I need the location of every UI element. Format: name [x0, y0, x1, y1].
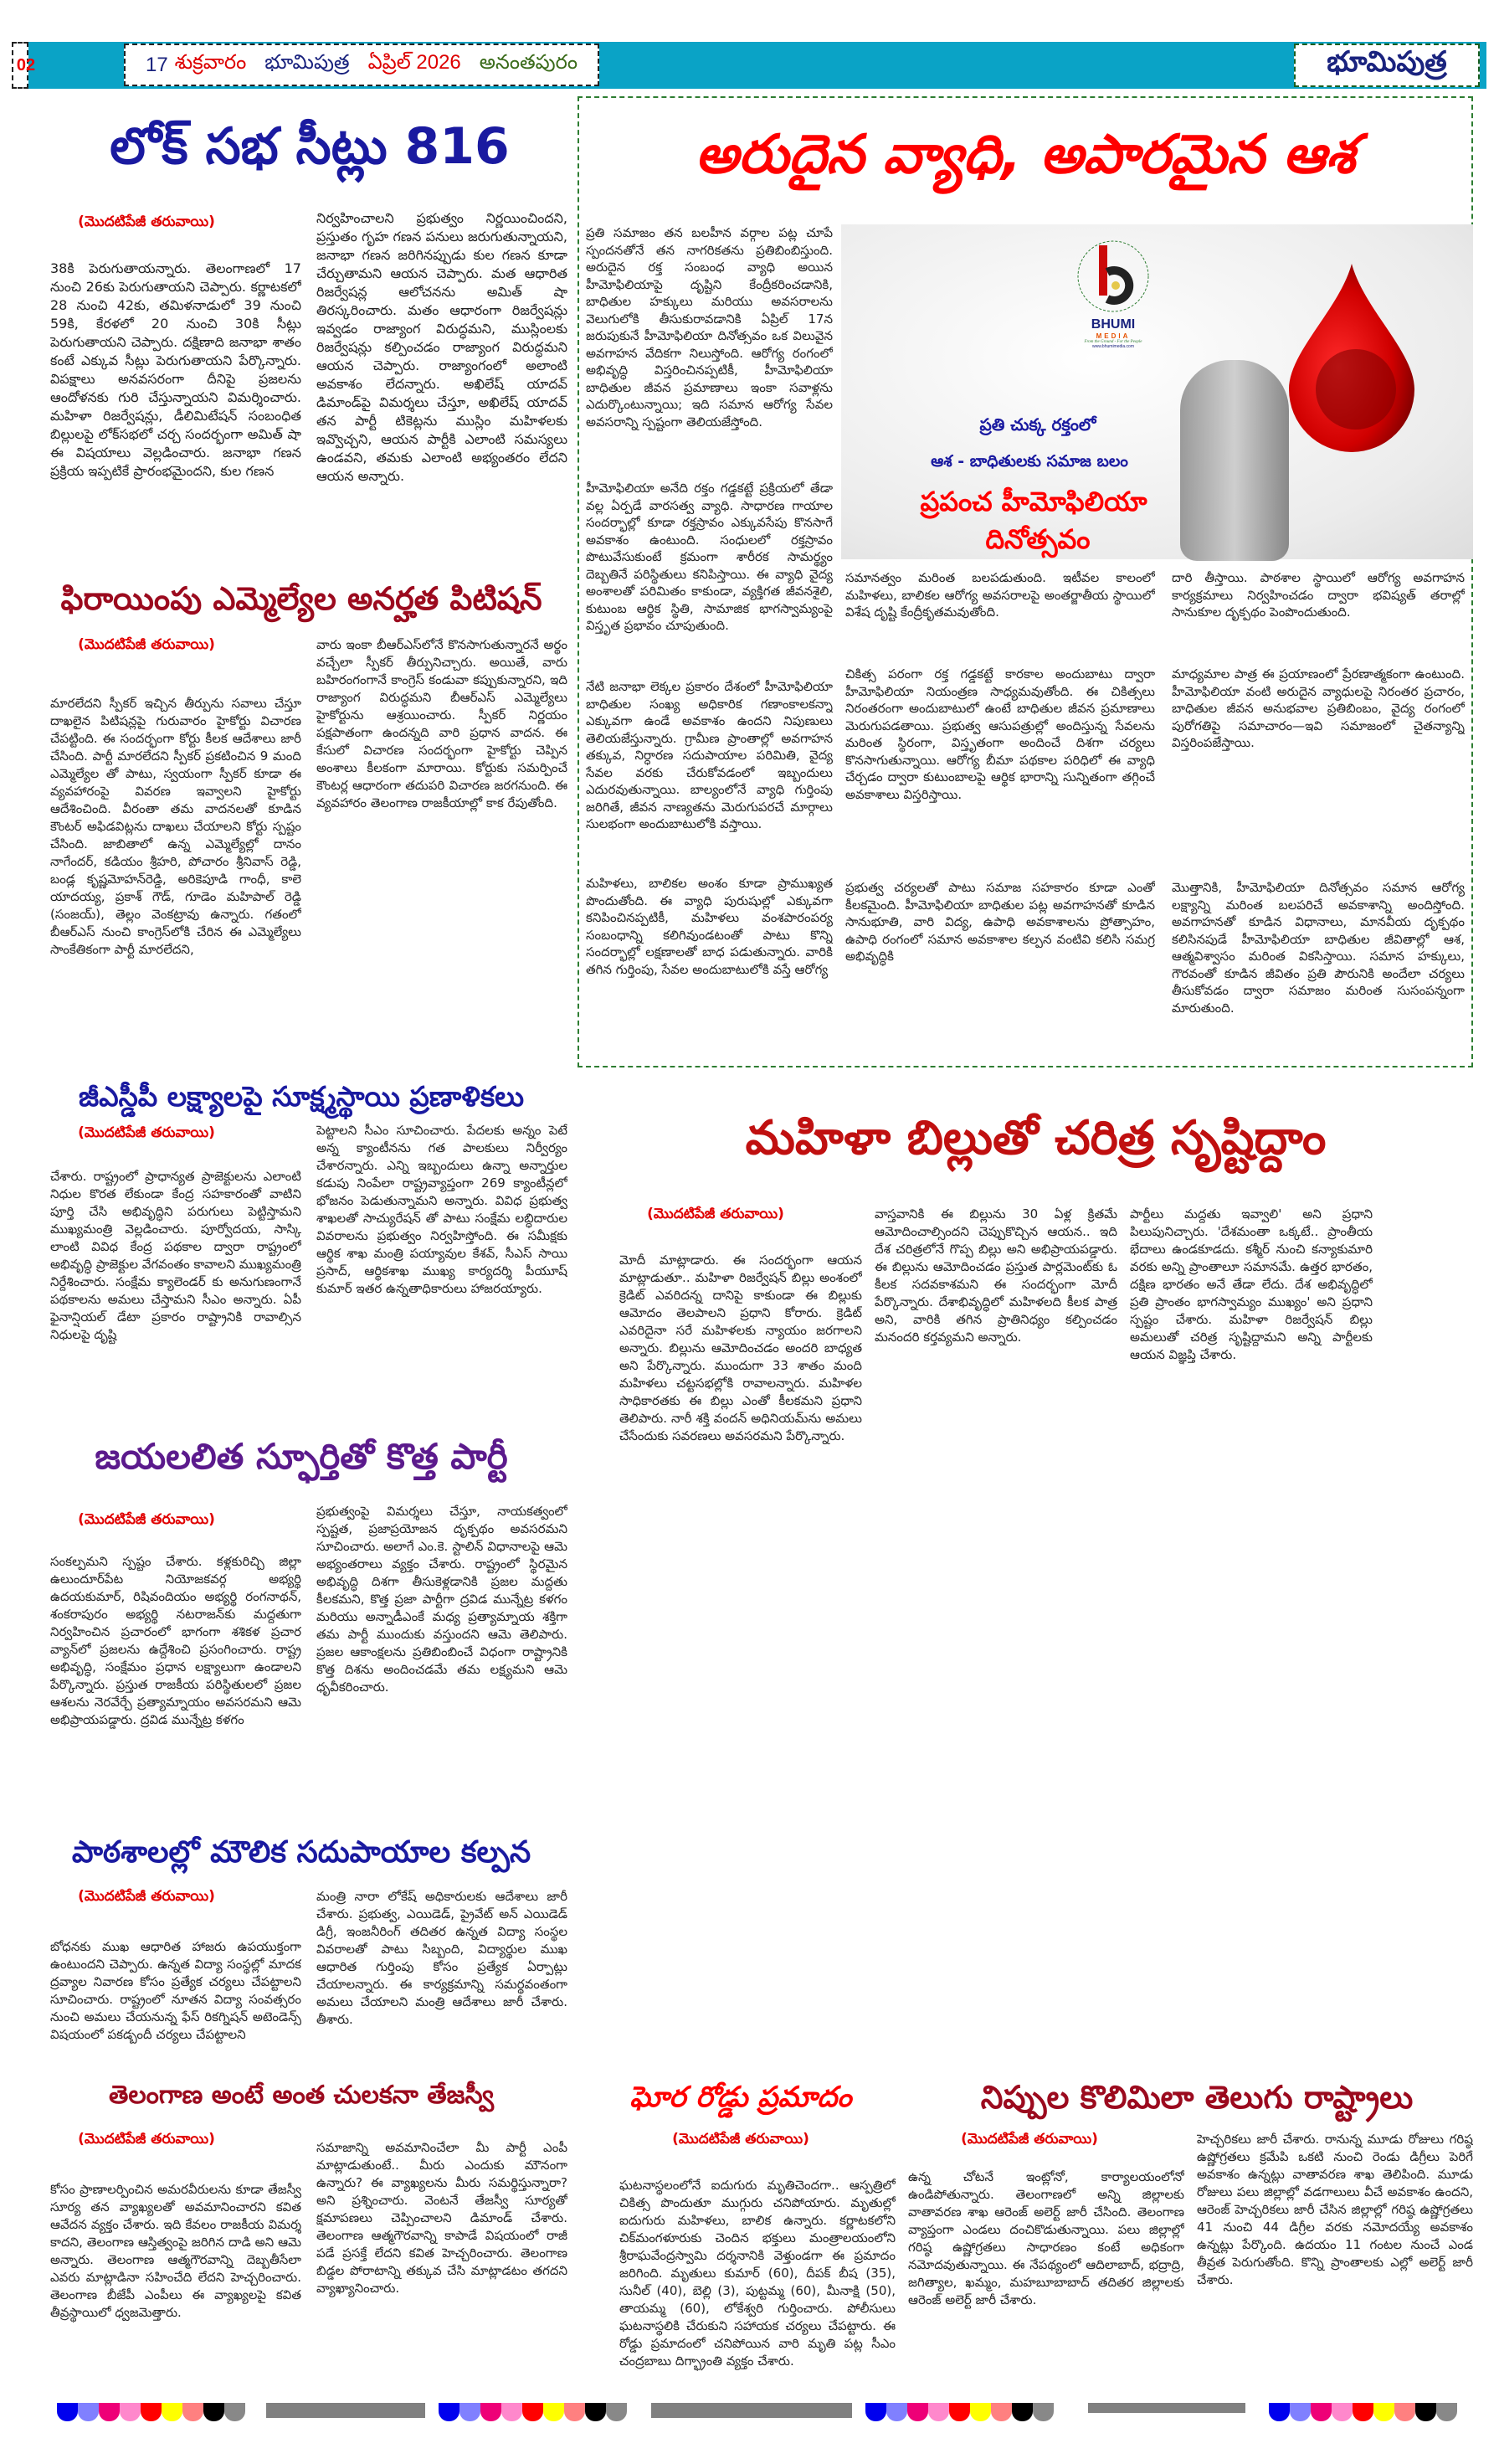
color-swatch — [928, 2403, 949, 2421]
color-swatch — [865, 2403, 886, 2421]
color-swatch — [1311, 2403, 1332, 2421]
dateline-paper: భూమిపుత్ర — [264, 51, 350, 74]
color-swatch — [162, 2403, 182, 2421]
heatwave-body-col2: హెచ్చరికలు జారీ చేశారు. రానున్న మూడు రోజులు గరిష్ఠ ఉష్ణోగ్రతలు క్రమేపి ఒకటి నుంచి రెండు డిగ్రీలు పెరిగే అవకాశం ఉన్నట్లు వాతావరణ శాఖ తెలిపింది. మూడు రోజులు పలు జిల్లాల్లో వడగాలులు వీచే అవకాశం ఉందని, ఆరెంజ్ హెచ్చరికలు జారీ చేసిన జిల్లాల్లో గరిష్ఠ ఉష్ణోగ్రతలు 41 నుంచి 44 డిగ్రీల వరకు నమోదయ్యే అవకాశం ఉన్నట్లు పేర్కొంది. ఉదయం 11 గంటల నుంచే ఎండ తీవ్రత పెరుగుతోంది. కొన్ని ప్రాంతాలకు ఎల్లో అలెర్ట్ జారీ చేశారు. — [1197, 2132, 1473, 2287]
color-swatch — [1012, 2403, 1033, 2421]
newspaper-logo — [1294, 44, 1480, 87]
logo-url: www.bhumimedia.com — [1091, 344, 1135, 349]
color-swatch — [606, 2403, 627, 2421]
page-number: 02 — [16, 55, 36, 75]
feature-col-mid-c: ప్రభుత్వ చర్యలతో పాటు సమాజ సహకారం కూడా ఎంతో కీలకమైంది. హీమోఫిలియా బాధితుల పట్ల అవగాహనతో కూడిన సానుభూతి, వారి విద్య, ఉపాధి అవకాశాలను ప్రోత్సాహం, ఉపాధి రంగంలో సమాన అవకాశాల కల్పన వంటివి కలిసి సమగ్ర అభివృద్ధికి — [845, 880, 1155, 964]
color-swatch — [1290, 2403, 1311, 2421]
color-swatch — [949, 2403, 970, 2421]
color-swatch — [439, 2403, 459, 2421]
color-swatch — [543, 2403, 564, 2421]
headline-defection: ఫిరాయింపు ఎమ్మెల్యేల అనర్హత పిటిషన్ — [60, 580, 542, 617]
article-body-col2: మంత్రి నారా లోకేష్ అధికారులకు ఆదేశాలు జారీ చేశారు. ప్రభుత్వ, ఎయిడెడ్, ప్రైవేట్ అన్ ఎయిడెడ్ డిగ్రీ, ఇంజనీరింగ్ తదితర ఉన్నత విద్యా సంస్థల వివరాలతో పాటు సిబ్బంది, విద్యార్థుల ముఖ ఆధారిత గుర్తింపు కోసం ప్రత్యేక ఏర్పాట్లు చేయాలన్నారు. ఈ కార్యక్రమాన్ని సమర్థవంతంగా అమలు చేయాలని మంత్రి ఆదేశాలు జారీ చేశారు. తీశారు. — [316, 1889, 567, 2027]
color-swatch — [203, 2403, 224, 2421]
color-swatch — [886, 2403, 907, 2421]
logo-brand: BHUMI — [1091, 317, 1136, 332]
feature-para3: నేటి జనాభా లెక్కల ప్రకారం దేశంలో హీమోఫిలియా బాధితుల సంఖ్య అధికారిక గణాంకాలకన్నా ఎక్కువగా ఉండే అవకాశం ఉందని నిపుణులు తెలియజేస్తున్నారు. గ్రామీణ ప్రాంతాల్లో అవగాహన తక్కువ, నిర్ధారణ సదుపాయాల పరిమితి, వైద్య సేవల వరకు చేరుకోవడంలో ఇబ్బందులు ఎదురవుతున్నాయి. బాల్యంలోనే వ్యాధి గుర్తింపు జరిగితే, జీవన నాణ్యతను మెరుగుపరచే మార్గాలు సులభంగా అందుబాటులోకి వస్తాయి. — [586, 679, 833, 831]
feature-col-right-c: మొత్తానికి, హీమోఫిలియా దినోత్సవం సమాన ఆరోగ్య లక్ష్యాన్ని మరింత బలపరిచే అవకాశాన్ని అందిస్తోంది. అవగాహనతో కూడిన విధానాలు, మానవీయ దృక్పథం కలిసినపుడే హీమోఫిలియా బాధితుల జీవితాల్లో ఆశ, ఆత్మవిశ్వాసం మరింత వికసిస్తాయి. సమాన హక్కులు, గౌరవంతో కూడిన జీవితం ప్రతి పౌరునికి అందేలా చర్యలు తీసుకోవడం ద్వారా సమాజం మరింత సుసంపన్నంగా మారుతుంది. — [1172, 880, 1465, 1016]
footer-strip — [0, 2403, 1499, 2420]
article-body-col1: మోదీ మాట్లాడారు. ఈ సందర్భంగా ఆయన మాట్లాడుతూ.. మహిళా రిజర్వేషన్ బిల్లు అంశంలో క్రెడిట్ ఎవరిదన్న దానిపై కాకుండా ఈ బిల్లుకు ఆమోదం తెలపాలని ప్రధాని కోరారు. క్రెడిట్ ఎవరిదైనా సరే మహిళలకు న్యాయం జరగాలని అన్నారు. బిల్లును ఆమోదించడం అందరి బాధ్యత అని పేర్కొన్నారు. ముందుగా 33 శాతం మంది మహిళలు చట్టసభల్లోకి రావాలన్నారు. మహిళల సాధికారతకు ఈ బిల్లు ఎంతో కీలకమని ప్రధాని తెలిపారు. నారీ శక్తి వందన్ అధినియమ్‌ను అమలు చేసేందుకు సవరణలు అవసరమని పేర్కొన్నారు. — [619, 1253, 862, 1443]
color-swatch — [224, 2403, 245, 2421]
headline-lok-sabha: లోక్ సభ సీట్లు 816 — [110, 117, 510, 176]
color-swatch — [1269, 2403, 1290, 2421]
newspaper-logo-text: భూమిపుత్ర — [1327, 45, 1447, 79]
color-swatch — [1353, 2403, 1373, 2421]
color-swatch — [1033, 2403, 1054, 2421]
headline-women-bill: మహిళా బిల్లుతో చరిత్ర సృష్టిద్దాం — [745, 1111, 1327, 1165]
article-body-col1: మారలేదని స్పీకర్ ఇచ్చిన తీర్పును సవాలు చేస్తూ దాఖలైన పిటిషన్లపై గురువారం హైకోర్టు విచారణ చేపట్టింది. ఈ సందర్భంగా కోర్టు కీలక ఆదేశాలు జారీ చేసింది. పార్టీ మారలేదని స్పీకర్ ప్రకటించిన 9 మంది ఎమ్మెల్యేల తో పాటు, స్వయంగా స్పీకర్ కూడా ఈ వ్యవహారంపై వివరణ ఇవ్వాలని హైకోర్టు ఆదేశించింది. వీరంతా తమ వాదనలతో కూడిన కౌంటర్ అఫిడవిట్లను దాఖలు చేయాలని కోర్టు స్పష్టం చేసింది. జాబితాలో ఉన్న ఎమ్మెల్యేల్లో దానం నాగేందర్, కడియం శ్రీహరి, పోచారం శ్రీనివాస్ రెడ్డి, బండ్ల కృష్ణమోహన్‌రెడ్డి, అరికెపూడి గాంధీ, కాలె యాదయ్య, ప్రకాశ్ గౌడ్, గూడెం మహిపాల్ రెడ్డి (సంజయ్), తెల్లం వెంకట్రావు ఉన్నారు. గతంలో బీఆర్ఎస్ నుంచి కాంగ్రెస్‌లోకి చేరిన ఈ ఎమ్మెల్యేలు సాంకేతికంగా పార్టీ మారలేదని, — [50, 696, 301, 957]
article-body-col1: 38కి పెరుగుతాయన్నారు. తెలంగాణలో 17 నుంచి 26కు పెరుగుతాయని చెప్పారు. కర్ణాటకలో 28 నుంచి 42కు, తమిళనాడులో 39 నుంచి 59కి, కేరళలో 20 నుంచి 30కి సీట్లు పెరుగుతాయని చెప్పారు. దక్షిణాది జనాభా శాతం కంటే ఎక్కువ సీట్లు పెరుగుతాయని పేర్కొన్నారు. విపక్షాలు అనవసరంగా దీనిపై ప్రజలను ఆందోళనకు గురి చేస్తున్నాయని విమర్శించారు. మహిళా రిజర్వేషన్లు, డీలిమిటేషన్ సంబంధిత బిల్లులపై లోక్‌సభలో చర్చ సందర్భంగా అమిత్ షా ఈ విషయాలు వెల్లడించారు. జనాభా గణన ప్రక్రియ ఇప్పటికే ప్రారంభమైందని, కుల గణన — [50, 260, 301, 479]
feature-para2: హీమోఫిలియా అనేది రక్తం గడ్డకట్టే ప్రక్రియలో తేడా వల్ల ఏర్పడే వారసత్వ వ్యాధి. సాధారణ గాయాల సందర్భాల్లో కూడా రక్తస్రావం ఎక్కువసేపు కొనసాగే అవకాశం ఉంటుంది. సంధులలో రక్తస్రావం పొటువేసుకుంటే క్రమంగా శారీరక సామర్థ్యం దెబ్బతినే పరిస్థితులు కనిపిస్తాయి. ఈ వ్యాధి వైద్య అంశాలతో పరిమితం కాకుండా, వ్యక్తిగత జీవనశైలి, కుటుంబ ఆర్థిక స్థితి, సామాజిక భాగస్వామ్యంపై విస్తృత ప్రభావం చూపుతుంది. — [586, 481, 833, 633]
color-swatch-strip — [57, 2403, 245, 2421]
color-swatch — [1332, 2403, 1353, 2421]
color-swatch — [78, 2403, 99, 2421]
color-swatch — [564, 2403, 585, 2421]
article-body-col2: వారు ఇంకా బీఆర్ఎస్‌లోనే కొనసాగుతున్నారనే అర్థం వచ్చేలా స్పీకర్ తీర్పునిచ్చారు. అయితే, వారు బహిరంగంగానే కాంగ్రెస్ కండువా కప్పుకున్నారని, ఇది రాజ్యాంగ విరుద్ధమని బీఆర్ఎస్ ఎమ్మెల్యేలు హైకోర్టును ఆశ్రయించారు. స్పీకర్ నిర్ణయం పక్షపాతంగా ఉందన్నది వారి ప్రధాన వాదన. ఈ కేసులో విచారణ సందర్భంగా హైకోర్టు చెప్పిన అంశాలు కీలకంగా మారాయి. కోర్టుకు సమర్పించే కౌంటర్ల ఆధారంగా తదుపరి విచారణ జరగనుంది. ఈ వ్యవహారం తెలంగాణ రాజకీయాల్లో కాక రేపుతోంది. — [316, 637, 567, 810]
color-swatch — [1436, 2403, 1457, 2421]
color-swatch-strip — [1269, 2403, 1457, 2421]
bhumi-b-icon — [1075, 239, 1151, 314]
color-swatch — [480, 2403, 501, 2421]
heatwave-body-col1: ఉన్న చోటనే ఇంట్లోనో, కార్యాలయంలోనో ఉండిపోతున్నారు. తెలంగాణలో అన్ని జిల్లాలకు వాతావరణ శాఖ ఆరెంజ్ అలెర్ట్ జారీ చేసింది. తెలంగాణ వ్యాప్తంగా ఎండలు దంచికొడుతున్నాయి. పలు జిల్లాల్లో గరిష్ఠ ఉష్ణోగ్రతలు సాధారణం కంటే అధికంగా నమోదవుతున్నాయి. ఈ నేపథ్యంలో ఆదిలాబాద్, భద్రాద్రి, జగిత్యాల, ఖమ్మం, మహబూబాబాద్ తదితర జిల్లాలకు ఆరెంజ్ అలెర్ట్ జారీ చేశారు. — [908, 2169, 1184, 2307]
article-body-col1: చేశారు. రాష్ట్రంలో ప్రాధాన్యత ప్రాజెక్టులను ఎలాంటి నిధుల కొరత లేకుండా కేంద్ర సహకారంతో వాటిని పూర్తి చేసి అభివృద్ధిని పరుగులు పెట్టిస్తామని ముఖ్యమంత్రి వెల్లడించారు. పూర్వోదయ, సాస్కి లాంటి వివిధ కేంద్ర పథకాల ద్వారా రాష్ట్రంలో అభివృద్ధి ప్రాజెక్టుల వేగవంతం కావాలని ముఖ్యమంత్రి నిర్దేశించారు. సంక్షేమ క్యాలెండర్ కు అనుగుణంగానే పథకాలను అమలు చేస్తామని సీఎం అన్నారు. ఏపీ ఫైనాన్షియల్ డేటా ప్రకారం రాష్ట్రానికి రావాల్సిన నిధులపై దృష్టి — [50, 1169, 301, 1342]
color-swatch — [182, 2403, 203, 2421]
color-swatch — [120, 2403, 141, 2421]
color-swatch — [585, 2403, 606, 2421]
article-body-col1: సంకల్పమని స్పష్టం చేశారు. కళ్లకురిచ్చి జిల్లా ఉలుందూర్‌పేట నియోజకవర్గ అభ్యర్థి ఉదయకుమార్, రిషివందియం అభ్యర్థి రంగనాథన్, శంకరాపురం అభ్యర్థి నటరాజన్‌కు మద్దతుగా నిర్వహించిన ప్రచారంలో భాగంగా శశికళ ప్రచార వ్యాన్‌లో ప్రజలను ఉద్దేశించి ప్రసంగించారు. రాష్ట్ర అభివృద్ధి, సంక్షేమం ప్రధాన లక్ష్యాలుగా ఉండాలని పేర్కొన్నారు. ప్రస్తుత రాజకీయ పరిస్థితులలో ప్రజల ఆశలను నెరవేర్చే ప్రత్యామ్నాయం అవసరమని ఆమె అభిప్రాయపడ్డారు. ద్రవిడ మున్నేట్ర కళగం — [50, 1554, 301, 1727]
color-swatch-strip — [865, 2403, 1054, 2421]
article-body-col2: ప్రభుత్వంపై విమర్శలు చేస్తూ, నాయకత్వంలో స్పష్టత, ప్రజాప్రయోజన దృక్పథం అవసరమని సూచించారు. అలాగే ఎం.కె. స్టాలిన్ విధానాలపై ఆమె అభ్యంతరాలు వ్యక్తం చేశారు. రాష్ట్రంలో స్థిరమైన అభివృద్ధి దిశగా తీసుకెళ్లడానికి ప్రజల మద్దతు కీలకమని, కొత్త ప్రజా పార్టీగా ద్రవిడ మున్నేట్ర కళగం మరియు అన్నాడీఎంకే మధ్య ప్రత్యామ్నాయ శక్తిగా తమ పార్టీ ముందుకు వస్తుందని ఆమె తెలిపారు. ప్రజల ఆకాంక్షలను ప్రతిబింబించే విధంగా రాష్ట్రానికి కొత్త దిశను అందించడమే తమ లక్ష్యమని ఆమె ధృవీకరించారు. — [316, 1504, 567, 1695]
continued-label: (మొదటిపేజీ తరువాయి) — [78, 1511, 215, 1528]
poster-line2: ఆశ - బాధితులకు సమాజ బలం — [931, 452, 1128, 471]
article-body-col3: పార్టీలు మద్దతు ఇవ్వాలి' అని ప్రధాని పిలుపునిచ్చారు. 'దేశమంతా ఒక్కటే.. ప్రాంతీయ భేదాలు ఉండకూడదు. కశ్మీర్ నుంచి కన్యాకుమారి వరకు అన్ని ప్రాంతాలూ సమానమే. ఉత్తర భారతం, దక్షిణ భారతం అనే తేడా లేదు. దేశ అభివృద్ధిలో ప్రతి ప్రాంతం భాగస్వామ్యం ముఖ్యం' అని ప్రధాని స్పష్టం చేశారు. మహిళా రిజర్వేషన్ బిల్లు అమలుతో చరిత్ర సృష్టిద్దామని అన్ని పార్టీలకు ఆయన విజ్ఞప్తి చేశారు. — [1130, 1206, 1373, 1362]
article-body-col1: కోసం ప్రాణాలర్పించిన అమరవీరులను కూడా తేజస్వీ సూర్య తన వ్యాఖ్యలతో అవమానించారని కవిత ఆవేదన వ్యక్తం చేశారు. ఇది కేవలం రాజకీయ విమర్శ కాదని, తెలంగాణ ఆస్తిత్వంపై జరిగిన దాడి అని ఆమె అన్నారు. తెలంగాణ ఆత్మగౌరవాన్ని దెబ్బతీసేలా ఎవరు మాట్లాడినా సహించేది లేదని హెచ్చరించారు. తెలంగాణ బీజేపీ ఎంపీలు ఈ వ్యాఖ్యలపై కవిత తీవ్రస్థాయిలో ధ్వజమెత్తారు. — [50, 2182, 301, 2320]
logo-sub: MEDIA — [1096, 332, 1131, 340]
page-number-box-bg — [12, 42, 28, 89]
continued-label: (మొదటిపేజీ తరువాయి) — [672, 2131, 809, 2148]
headline-jayalalitha: జయలలిత స్ఫూర్తితో కొత్త పార్టీ — [95, 1436, 508, 1477]
feature-col-mid-a: సమానత్వం మరింత బలపడుతుంది. ఇటీవల కాలంలో మహిళలు, బాలికల ఆరోగ్య అవసరాలపై అంతర్జాతీయ స్థాయిలో విశేష దృష్టి కేంద్రీకృతమవుతోంది. — [845, 570, 1155, 620]
blood-drop-icon — [1285, 260, 1419, 452]
article-body-col2: పెట్టాలని సీఎం సూచించారు. పేదలకు అన్నం పెటే అన్న క్యాంటీనను గత పాలకులు నిర్వీర్యం చేశారన్నారు. ఎన్ని ఇబ్బందులు ఉన్నా అన్నార్తుల కడుపు నింపేలా రాష్ట్రవ్యాప్తంగా 269 క్యాంటీన్లలో భోజనం పెడుతున్నామని అన్నారు. వివిధ ప్రభుత్వ శాఖలతో సాచ్యురేషన్ తో పాటు సంక్షేమ లబ్ధిదారుల వివరాలను ప్రభుత్వం నిర్వహిస్తోంది. ఈ సమీక్షకు ఆర్థిక శాఖ మంత్రి పయ్యావుల కేశవ్, సీఎస్ సాయి ప్రసాద్, ఆర్థికశాఖ ముఖ్య కార్యదర్శి పీయూష్ కుమార్ ఇతర ఉన్నతాధికారులు హాజరయ్యారు. — [316, 1123, 567, 1296]
feature-headline: అరుదైన వ్యాధి, అపారమైన ఆశ — [695, 124, 1356, 186]
feature-col-right-a: దారి తీస్తాయి. పాఠశాల స్థాయిలో ఆరోగ్య అవగాహన కార్యక్రమాలు నిర్వహించడం ద్వారా భవిష్యత్ తరాల్లో సానుకూల దృక్పథం పెంపొందుతుంది. — [1172, 570, 1465, 620]
color-swatch — [1415, 2403, 1436, 2421]
color-swatch — [970, 2403, 991, 2421]
color-swatch — [1373, 2403, 1394, 2421]
feature-col-mid-b: చికిత్స పరంగా రక్త గడ్డకట్టే కారకాల అందుబాటు ద్వారా హీమోఫిలియా నియంత్రణ సాధ్యమవుతోంది. ఈ చికిత్సలు నిరంతరంగా అందుబాటులో ఉంటే బాధితుల జీవన ప్రమాణాలు మెరుగుపడతాయి. ప్రభుత్వ ఆసుపత్రుల్లో అందిస్తున్న సేవలను మరింత స్థిరంగా, విస్తృతంగా అందించే దిశగా చర్యలు కొనసాగుతున్నాయి. ఆరోగ్య బీమా పథకాల పరిధిలో ఈ వ్యాధి చేర్చడం ద్వారా కుటుంబాలపై ఆర్థిక భారాన్ని సున్నితంగా తగ్గించే అవకాశాలు విస్తరిస్తాయి. — [845, 666, 1155, 802]
hand-illustration — [1180, 360, 1289, 561]
color-swatch — [141, 2403, 162, 2421]
color-swatch — [991, 2403, 1012, 2421]
article-body-col2: నిర్వహించాలని ప్రభుత్వం నిర్ణయించిందని, ప్రస్తుతం గృహ గణన పనులు జరుగుతున్నాయని, జనాభా గణన జరిగినప్పుడు కుల గణన కూడా చేర్చుతామని ఆయన చెప్పారు. మత ఆధారిత రిజర్వేషన్ల ఆలోచనను అమిత్ షా తిరస్కరించారు. మతం ఆధారంగా రిజర్వేషన్లు ఇవ్వడం రాజ్యాంగ విరుద్ధమని, ముస్లింలకు రిజర్వేషన్లు కల్పించడం రాజ్యాంగ విరుద్ధమని ఆయన చెప్పారు. రాజ్యాంగంలో అలాంటి అవకాశం లేదన్నారు. అఖిలేష్ యాదవ్ డిమాండ్‌పై విమర్శలు చేస్తూ, అఖిలేష్ యాదవ్ తన పార్టీ టికెట్లను ముస్లిం మహిళలకు ఇవ్వొచ్చని, ఆయన పార్టీకి ఎలాంటి సమస్యలు ఉండవని, తమకు ఎలాంటి అభ్యంతరం లేదని ఆయన అన్నారు. — [316, 210, 567, 484]
article-body-col1: బోధనకు ముఖ ఆధారిత హాజరు ఉపయుక్తంగా ఉంటుందని చెప్పారు. ఉన్నత విద్యా సంస్థల్లో మాదక ద్రవ్యాల నివారణ కోసం ప్రత్యేక చర్యలు చేపట్టాలని సూచించారు. రాష్ట్రంలో నూతన విద్యా సంవత్సరం నుంచి అమలు చేయనున్న ఫేస్ రికగ్నిషన్ అటెండెన్స్ విషయంలో పకడ్బందీ చర్యలు చేపట్టాలని — [50, 1939, 301, 2042]
color-swatch — [907, 2403, 928, 2421]
feature-intro: ప్రతి సమాజం తన బలహీన వర్గాల పట్ల చూపే స్పందనతోనే తన నాగరికతను ప్రతిబింబిస్తుంది. అరుదైన రక్త సంబంధ వ్యాధి అయిన హీమోఫిలియాపై దృష్టిని కేంద్రీకరించడానికి, బాధితుల హక్కులు మరియు అవసరాలను వెలుగులోకి తీసుకురావడానికి ఏప్రిల్ 17న జరుపుకునే హీమోఫిలియా దినోత్సవం ఒక విలువైన అవగాహన వేదికగా నిలుస్తోంది. ఆరోగ్య రంగంలో అభివృద్ధి విస్తరించినప్పటికీ, హీమోఫిలియా బాధితుల జీవన ప్రమాణాలు ఇంకా సవాళ్లను ఎదుర్కొంటున్నాయి; ఇది సమాన ఆరోగ్య సేవల అవసరాన్ని స్పష్టంగా తెలియజేస్తోంది. — [586, 225, 833, 430]
color-swatch — [99, 2403, 120, 2421]
continued-label: (మొదటిపేజీ తరువాయి) — [961, 2131, 1098, 2148]
dateline-month-year: ఏప్రిల్ 2026 — [367, 51, 461, 74]
dateline-day: 17 — [145, 53, 168, 76]
footer-grey-bar — [1088, 2403, 1245, 2413]
headline-road-accident: ఘోర రోడ్డు ప్రమాదం — [629, 2081, 852, 2114]
continued-label: (మొదటిపేజీ తరువాయి) — [78, 2131, 215, 2148]
article-body-col2: సమాజాన్ని అవమానించేలా మీ పార్టీ ఎంపీ మాట్లాడుతుంటే.. మీరు ఎందుకు మౌనంగా ఉన్నారు? ఈ వ్యాఖ్యలను మీరు సమర్థిస్తున్నారా? అని ప్రశ్నించారు. వెంటనే తేజస్వీ సూర్యతో క్షమాపణలు చెప్పించాలని డిమాండ్ చేశారు. తెలంగాణ ఆత్మగౌరవాన్ని కాపాడే విషయంలో రాజీ పడే ప్రసక్తే లేదని కవిత హెచ్చరించారు. తెలంగాణ బిడ్డల పోరాటాన్ని తక్కువ చేసి మాట్లాడటం తగదని వ్యాఖ్యానించారు. — [316, 2140, 567, 2296]
color-swatch-strip — [439, 2403, 627, 2421]
logo-tagline: From the Ground - For the People — [1084, 340, 1142, 344]
feature-col-right-b: మాధ్యమాల పాత్ర ఈ ప్రయాణంలో ప్రేరణాత్మకంగా ఉంటుంది. హీమోఫిలియా వంటి అరుదైన వ్యాధులపై నిరంతర ప్రచారం, బాధితుల జీవన అనుభవాల ప్రతిబింబం, వైద్య రంగంలో పురోగతిపై సమాచారం—ఇవి సమాజంలో చైతన్యాన్ని విస్తరింపజేస్తాయి. — [1172, 666, 1465, 750]
continued-label: (మొదటిపేజీ తరువాయి) — [78, 213, 215, 230]
feature-para4: మహిళలు, బాలికల అంశం కూడా ప్రాముఖ్యత పొందుతోంది. ఈ వ్యాధి పురుషుల్లో ఎక్కువగా కనిపించినప్పటికీ, మహిళలు వంశపారంపర్య సంబంధాన్ని కలిగివుండటంతో పాటు కొన్ని సందర్భాల్లో లక్షణాలతో బాధ పడుతున్నారు. వారికి తగిన గుర్తింపు, సేవల అందుబాటులోకి వస్తే ఆరోగ్య — [586, 876, 833, 977]
color-swatch — [459, 2403, 480, 2421]
color-swatch — [501, 2403, 522, 2421]
headline-gsdp: జీఎస్డీపీ లక్ష్యాలపై సూక్ష్మస్థాయి ప్రణాళికలు — [78, 1080, 524, 1113]
road-accident-body: ఘటనాస్థలంలోనే ఐదుగురు మృతిచెందగా.. ఆస్పత్రిలో చికిత్స పొందుతూ ముగ్గురు చనిపోయారు. మృతుల్లో ఐదుగురు మహిళలు, బాలిక ఉన్నారు. కర్ణాటకలోని చిక్‌మంగళూరుకు చెందిన భక్తులు మంత్రాలయంలోని శ్రీరాఘవేంద్రస్వామి దర్శనానికి వెళ్తుండగా ఈ ప్రమాదం జరిగింది. మృతులు కుమార్ (60), దీపక్ బీష (35), సునీల్ (40), బెల్లి (3), పుట్టమ్మ (60), మీనాక్షి (50), తాయమ్మ (60), లోకేశ్వరి గుర్తించారు. పోలీసులు ఘటనాస్థలికి చేరుకుని సహాయక చర్యలు చేపట్టారు. ఈ రోడ్డు ప్రమాదంలో చనిపోయిన వారి మృతి పట్ల సీఎం చంద్రబాబు దిగ్భ్రాంతి వ్యక్తం చేశారు. — [619, 2178, 896, 2369]
article-body-col2: వాస్తవానికి ఈ బిల్లును 30 ఏళ్ల క్రితమే ఆమోదించాల్సిందని చెప్పుకొచ్చిన ఆయన.. ఇది దేశ చరిత్రలోనే గొప్ప బిల్లు అని అభిప్రాయపడ్డారు. ఈ బిల్లును ఆమోదించడం ప్రస్తుత పార్లమెంట్‌కు ఓ కీలక సదవకాశమని ఈ సందర్భంగా మోదీ పేర్కొన్నారు. దేశాభివృద్ధిలో మహిళలది కీలక పాత్ర అని, వారికి తగిన ప్రాతినిధ్యం కల్పించడం మనందరి కర్తవ్యమని అన్నారు. — [875, 1206, 1117, 1345]
dateline-edition: అనంతపురం — [479, 51, 578, 74]
continued-label: (మొదటిపేజీ తరువాయి) — [647, 1206, 784, 1222]
color-swatch — [1394, 2403, 1415, 2421]
bhumi-media-logo — [1063, 239, 1163, 364]
color-swatch — [57, 2403, 78, 2421]
dateline-weekday: శుక్రవారం — [174, 51, 247, 74]
poster-line1: ప్రతి చుక్క రక్తంలో — [979, 414, 1096, 435]
footer-grey-bar — [266, 2403, 425, 2418]
dateline-box — [124, 44, 599, 86]
continued-label: (మొదటిపేజీ తరువాయి) — [78, 1888, 215, 1905]
continued-label: (మొదటిపేజీ తరువాయి) — [78, 636, 215, 653]
continued-label: (మొదటిపేజీ తరువాయి) — [78, 1124, 215, 1141]
footer-grey-bar — [651, 2403, 852, 2418]
poster-title1: ప్రపంచ హీమోఫిలియా — [920, 486, 1147, 517]
headline-heatwave: నిప్పుల కొలిమిలా తెలుగు రాష్ట్రాలు — [980, 2079, 1414, 2116]
color-swatch — [522, 2403, 543, 2421]
poster-title2: దినోత్సవం — [985, 523, 1091, 555]
headline-schools: పాఠశాలల్లో మౌలిక సదుపాయాల కల్పన — [71, 1835, 531, 1870]
headline-telangana-tejasvi: తెలంగాణ అంటే అంత చులకనా తేజస్వీ — [109, 2081, 494, 2110]
